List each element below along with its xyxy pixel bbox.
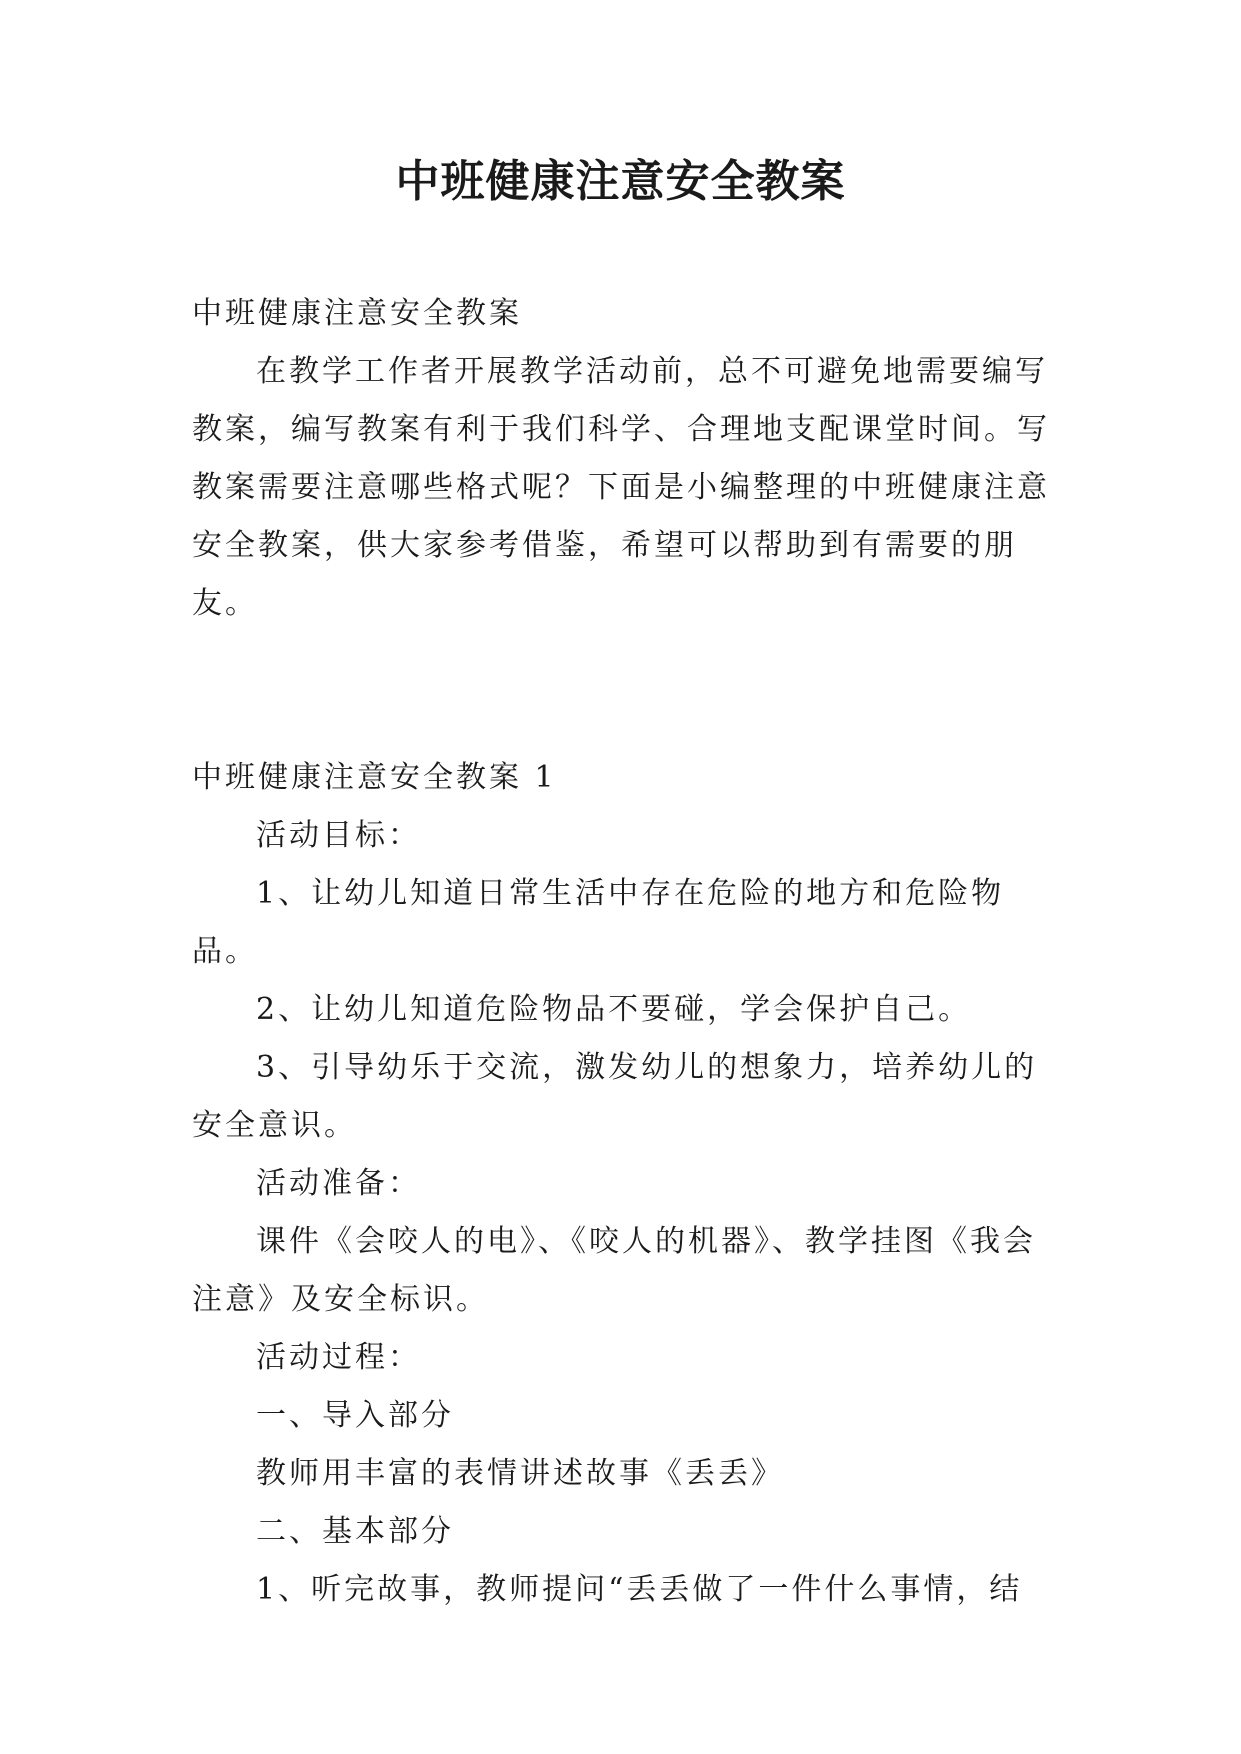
goal-heading: 活动目标：: [256, 818, 421, 853]
section-spacer: [192, 633, 1052, 749]
goal-item: 1、让幼儿知道日常生活中存在危险的地方和危险物品。: [192, 876, 1005, 969]
process-heading: 活动过程：: [256, 1340, 421, 1375]
prep-heading: 活动准备：: [256, 1166, 421, 1201]
part-heading: 二、基本部分: [256, 1514, 454, 1549]
intro-paragraph: 在教学工作者开展教学活动前，总不可避免地需要编写教案，编写教案有利于我们科学、合理地支配课堂时间。写教案需要注意哪些格式呢？下面是小编整理的中班健康注意安全教案，供大家参考借鉴，希望可以帮助到有需要的朋友。: [192, 354, 1050, 621]
part-text: 教师用丰富的表情讲述故事《丢丢》: [256, 1456, 784, 1491]
goal-item: 2、让幼儿知道危险物品不要碰，学会保护自己。: [256, 992, 972, 1027]
part-heading: 一、导入部分: [256, 1398, 454, 1433]
prep-text: 课件《会咬人的电》、《咬人的机器》、教学挂图《我会注意》及安全标识。: [192, 1224, 1036, 1317]
document-body: [192, 285, 1052, 1619]
part-item: 1、听完故事，教师提问“丢丢做了一件什么事情，结: [256, 1572, 1023, 1607]
intro-heading: 中班健康注意安全教案: [192, 296, 522, 331]
document-title: 中班健康注意安全教案: [395, 156, 846, 207]
goal-item: 3、引导幼乐于交流，激发幼儿的想象力，培养幼儿的安全意识。: [192, 1050, 1038, 1143]
section-heading: 中班健康注意安全教案 1: [192, 760, 557, 795]
